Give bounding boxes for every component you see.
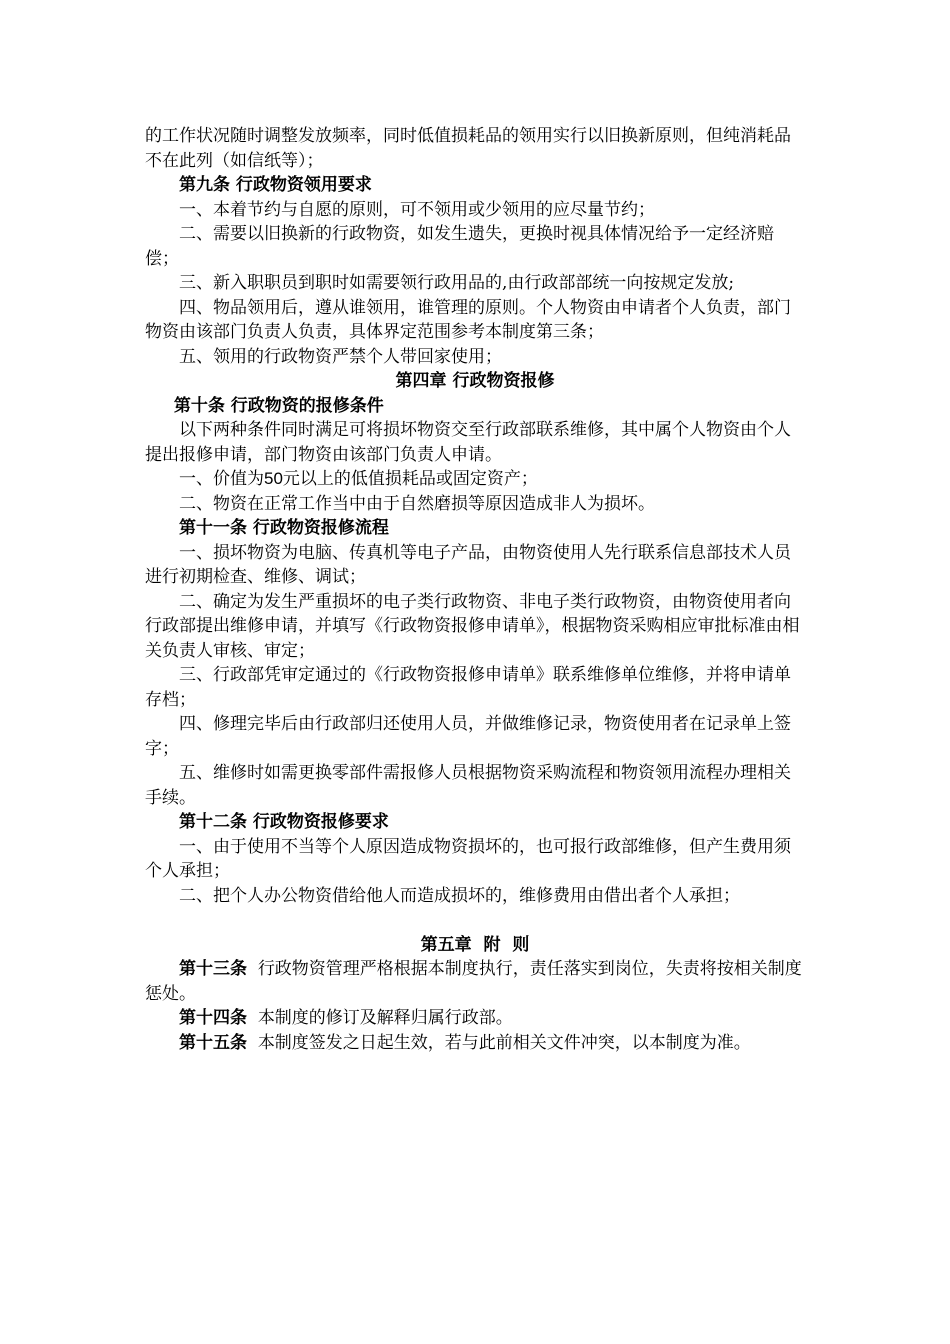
article-9-item-5: 五、领用的行政物资严禁个人带回家使用； [179,346,502,367]
article-11-item-2: 二、确定为发生严重损坏的电子类行政物资、非电子类行政物资，由物资使用者向行政部提出维修申请，并填写《行政物资报修申请单》，根据物资采购相应审批标准由相关负责人审核、审定； [145,591,800,661]
article-9-item-1: 一、本着节约与自愿的原则，可不领用或少领用的应尽量节约； [179,199,655,220]
article-11-heading: 第十一条 行政物资报修流程 [179,518,389,538]
article-10-item-1-prefix: 一、价值为 [179,469,264,489]
chapter-4-heading: 第四章 行政物资报修 [395,371,555,391]
document-body [145,124,805,1055]
article-11-item-4: 四、修理完毕后由行政部归还使用人员，并做维修记录，物资使用者在记录单上签字； [145,714,791,759]
article-11-item-3: 三、行政部凭审定通过的《行政物资报修申请单》联系维修单位维修，并将申请单存档； [145,665,791,710]
article-10-intro: 以下两种条件同时满足可将损坏物资交至行政部联系维修，其中属个人物资由个人提出报修申请，部门物资由该部门负责人申请。 [145,420,791,465]
article-13 [145,957,805,1006]
article-11-item-5: 五、维修时如需更换零部件需报修人员根据物资采购流程和物资领用流程办理相关手续。 [145,763,791,808]
article-10-heading: 第十条 行政物资的报修条件 [173,395,384,416]
article-15-text: 本制度签发之日起生效，若与此前相关文件冲突，以本制度为准。 [257,1032,751,1053]
article-12-heading: 第十二条 行政物资报修要求 [179,812,389,832]
article-12-item-2: 二、把个人办公物资借给他人而造成损坏的，维修费用由借出者个人承担； [179,885,740,906]
chapter-5-heading: 第五章 附 则 [420,934,530,955]
article-11-item-1: 一、损坏物资为电脑、传真机等电子产品，由物资使用人先行联系信息部技术人员进行初期检查、维修、调试； [145,542,791,587]
article-13-label: 第十三条 [179,959,247,979]
article-9-item-2: 二、需要以旧换新的行政物资，如发生遗失，更换时视具体情况给予一定经济赔偿； [145,224,774,269]
section-spacer [145,908,805,933]
article-15-label: 第十五条 [179,1032,247,1053]
paragraph-continued: 的工作状况随时调整发放频率，同时低值损耗品的领用实行以旧换新原则，但纯消耗品不在此列（如信纸等）； [145,126,791,171]
article-10-item-1-suffix: 元以上的低值损耗品或固定资产； [282,469,538,489]
article-12-item-1: 一、由于使用不当等个人原因造成物资损坏的，也可报行政部维修，但产生费用须个人承担； [145,836,791,881]
article-10-item-1 [145,467,805,492]
article-14 [145,1006,805,1031]
article-10-item-2: 二、物资在正常工作当中由于自然磨损等原因造成非人为损坏。 [179,493,655,514]
article-10-item-1-number: 50 [264,469,283,488]
article-14-text: 本制度的修订及解释归属行政部。 [257,1008,513,1028]
article-13-text: 行政物资管理严格根据本制度执行，责任落实到岗位，失责将按相关制度惩处。 [145,959,802,1004]
article-14-label: 第十四条 [179,1008,247,1028]
article-9-item-3: 三、新入职职员到职时如需要领行政用品的,由行政部部统一向按规定发放; [179,273,735,293]
article-15 [145,1031,805,1056]
article-9-item-4: 四、物品领用后，遵从谁领用，谁管理的原则。个人物资由申请者个人负责，部门物资由该部门负责人负责，具体界定范围参考本制度第三条； [145,297,791,342]
article-9-heading: 第九条 行政物资领用要求 [179,175,372,195]
